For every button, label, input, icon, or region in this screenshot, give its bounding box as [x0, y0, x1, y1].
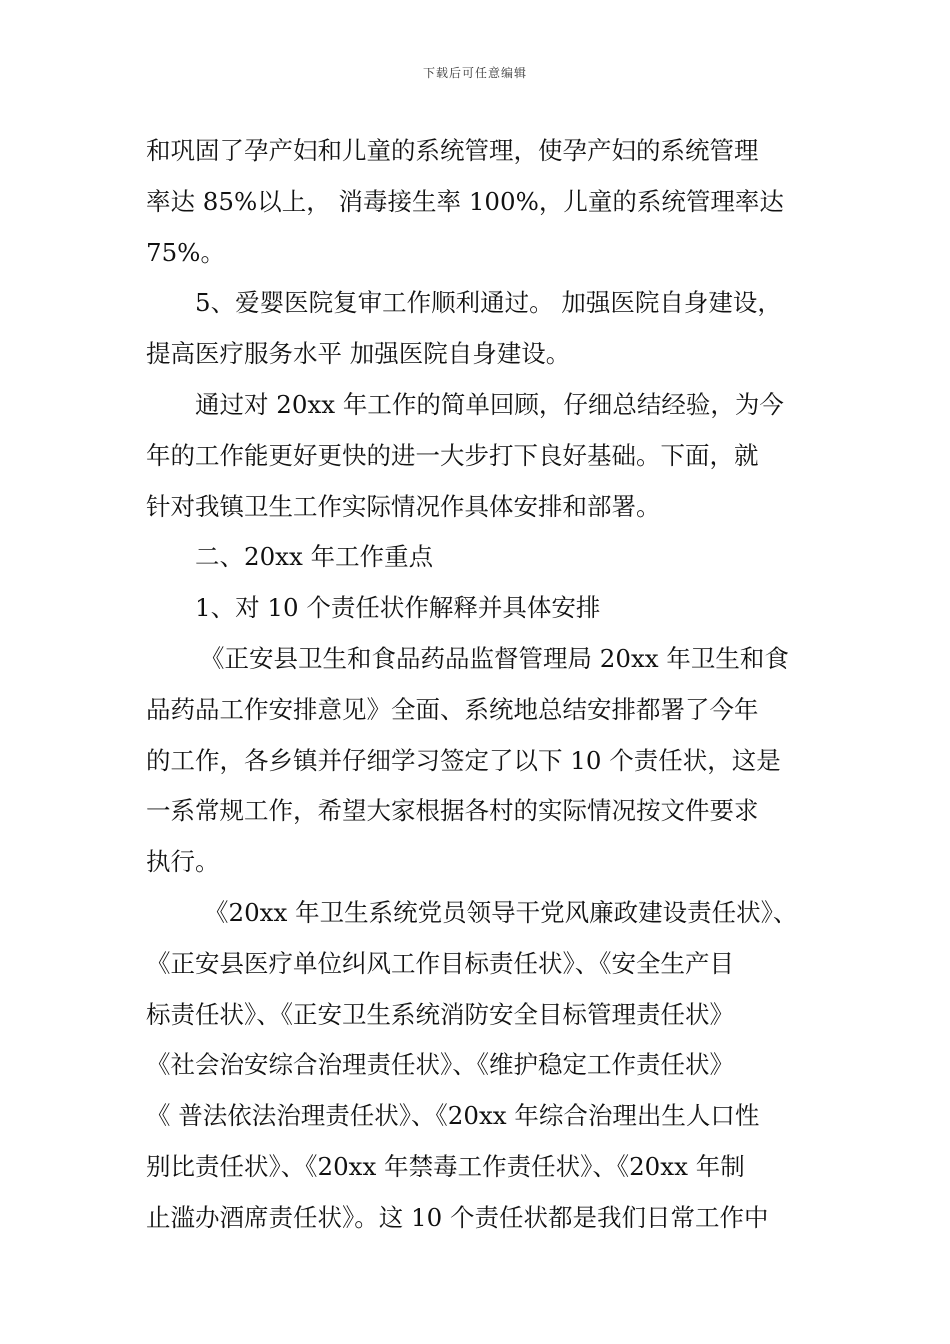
text-line: 止滥办酒席责任状》。这 10 个责任状都是我们日常工作中	[146, 1202, 769, 1232]
text-line: 别比责任状》、《20xx 年禁毒工作责任状》、《20xx 年制	[146, 1151, 745, 1181]
text-line: 75%。	[146, 237, 225, 267]
text-line: 《20xx 年卫生系统党员领导干党风廉政建设责任状》、	[204, 897, 798, 927]
text-line: 《正安县医疗单位纠风工作目标责任状》、《安全生产目	[146, 948, 734, 978]
text-line: 的工作，各乡镇并仔细学习签定了以下 10 个责任状，这是	[146, 745, 781, 775]
text-line: 执行。	[146, 847, 220, 877]
text-line: 提高医疗服务水平 加强医院自身建设。	[146, 339, 571, 369]
text-line: 品药品工作安排意见》全面、系统地总结安排都署了今年	[146, 694, 759, 724]
text-line: 《正安县卫生和食品药品监督管理局 20xx 年卫生和食	[200, 643, 789, 673]
text-line: 和巩固了孕产妇和儿童的系统管理，使孕产妇的系统管理	[146, 136, 759, 165]
text-line: 通过对 20xx 年工作的简单回顾，仔细总结经验，为今	[195, 389, 784, 419]
page-header: 下载后可任意编辑	[422, 66, 527, 80]
text-line: 年的工作能更好更快的进一大步打下良好基础。下面，就	[146, 440, 759, 470]
text-line: 标责任状》、《正安卫生系统消防安全目标管理责任状》	[146, 999, 734, 1029]
text-line: 一系常规工作，希望大家根据各村的实际情况按文件要求	[146, 796, 759, 826]
section-heading: 二、20xx 年工作重点	[195, 542, 434, 572]
text-line: 《 普法依法治理责任状》、《20xx 年综合治理出生人口性	[146, 1101, 760, 1131]
text-line: 率达 85%以上， 消毒接生率 100%，儿童的系统管理率达	[146, 186, 784, 216]
subsection-heading: 1、对 10 个责任状作解释并具体安排	[195, 593, 601, 623]
text-line: 针对我镇卫生工作实际情况作具体安排和部署。	[146, 491, 661, 521]
document-body	[146, 126, 816, 1244]
text-line: 5、爱婴医院复审工作顺利通过。 加强医院自身建设，	[195, 288, 782, 318]
text-line: 《社会治安综合治理责任状》、《维护稳定工作责任状》	[146, 1050, 734, 1080]
